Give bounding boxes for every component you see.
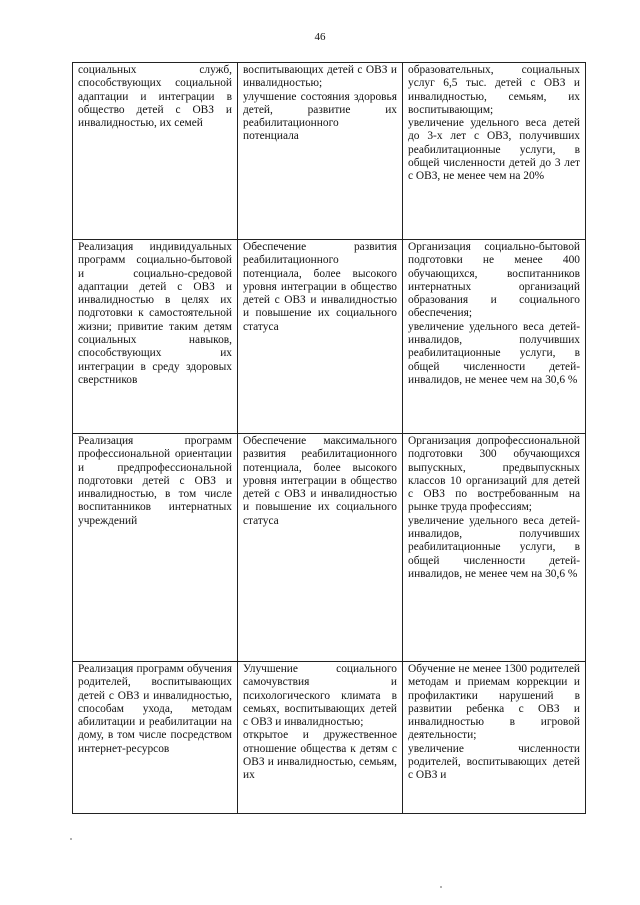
cell-text: Реализация индивидуальных программ социально-бытовой и социально-средовой адаптации детей с ОВЗ и инвалидностью в целях их подготовки к самостоятельной жизни; привитие таким детям социальных навыков, способствующих их интеграции в среду здоровых сверстников — [78, 241, 232, 386]
table-cell-indicator — [403, 63, 586, 240]
table-cell-indicator — [403, 662, 586, 814]
table-cell-goal — [238, 662, 403, 814]
table-cell-goal — [238, 63, 403, 240]
cell-text: Обеспечение максимального развития реабилитационного потенциала, более высокого уровня интеграции в общество детей с ОВЗ и инвалидностью и повышение их социального статуса — [243, 435, 397, 527]
table-cell-goal — [238, 434, 403, 662]
table-cell-indicator — [403, 434, 586, 662]
table-cell-measure — [73, 662, 238, 814]
measures-table — [72, 62, 586, 814]
cell-text: воспитывающих детей с ОВЗ и инвалидностью; улучшение состояния здоровья детей, развитие их реабилитационного потенциала — [243, 64, 397, 143]
table-row — [73, 63, 586, 240]
table-cell-measure — [73, 240, 238, 434]
cell-text: Обеспечение развития реабилитационного потенциала, более высокого уровня интеграции в общество детей с ОВЗ и инвалидностью и повышение их социального статуса — [243, 241, 397, 333]
scan-speck — [70, 838, 72, 840]
cell-text: Реализация программ обучения родителей, воспитывающих детей с ОВЗ и инвалидностью, способам ухода, методам абилитации и реабилитации на дому, в том числе посредством интернет-ресурсов — [78, 663, 232, 755]
cell-text: Улучшение социального самочувствия и психологического климата в семьях, воспитывающих детей с ОВЗ и инвалидностью; открытое и дружественное отношение общества к детям с ОВЗ и инвалидностью, семьям, их — [243, 663, 397, 782]
table-cell-indicator — [403, 240, 586, 434]
table-row — [73, 434, 586, 662]
table-row — [73, 662, 586, 814]
table-row — [73, 240, 586, 434]
cell-text: Обучение не менее 1300 родителей методам и приемам коррекции и профилактики нарушений в развитии ребенка с ОВЗ и инвалидностью в игровой деятельности; увеличение численности родителей, воспитывающих детей с ОВЗ и — [408, 663, 580, 782]
page-number: 46 — [314, 31, 326, 43]
cell-text: Организация социально-бытовой подготовки не менее 400 обучающихся, воспитанников интернатных организаций образования и социального обеспечения; увеличение удельного веса детей-инвалидов, получивших реабилитационные услуги, в общей численности детей-инвалидов, не менее чем на 30,6 % — [408, 241, 580, 386]
table-cell-goal — [238, 240, 403, 434]
table-cell-measure — [73, 434, 238, 662]
cell-text: социальных служб, способствующих социальной адаптации и интеграции в общество детей с ОВЗ и инвалидностью, их семей — [78, 64, 232, 130]
cell-text: образовательных, социальных услуг 6,5 тыс. детей с ОВЗ и инвалидностью, семьям, их воспитывающим; увеличение удельного веса детей до 3-х лет с ОВЗ, получивших реабилитационные услуги, в общей численности детей до 3 лет с ОВЗ, не менее чем на 20% — [408, 64, 580, 183]
cell-text: Организация допрофессиональной подготовки 300 обучающихся выпускных, предвыпускных классов 10 организаций для детей с ОВЗ по востребованным на рынке труда профессиям; увеличение удельного веса детей-инвалидов, получивших реабилитационные услуги, в общей численности детей-инвалидов, не менее чем на 30,6 % — [408, 435, 580, 580]
cell-text: Реализация программ профессиональной ориентации и предпрофессиональной подготовки детей с ОВЗ и инвалидностью, в том числе воспитанников интернатных учреждений — [78, 435, 232, 527]
scan-speck — [440, 886, 442, 888]
table-cell-measure — [73, 63, 238, 240]
